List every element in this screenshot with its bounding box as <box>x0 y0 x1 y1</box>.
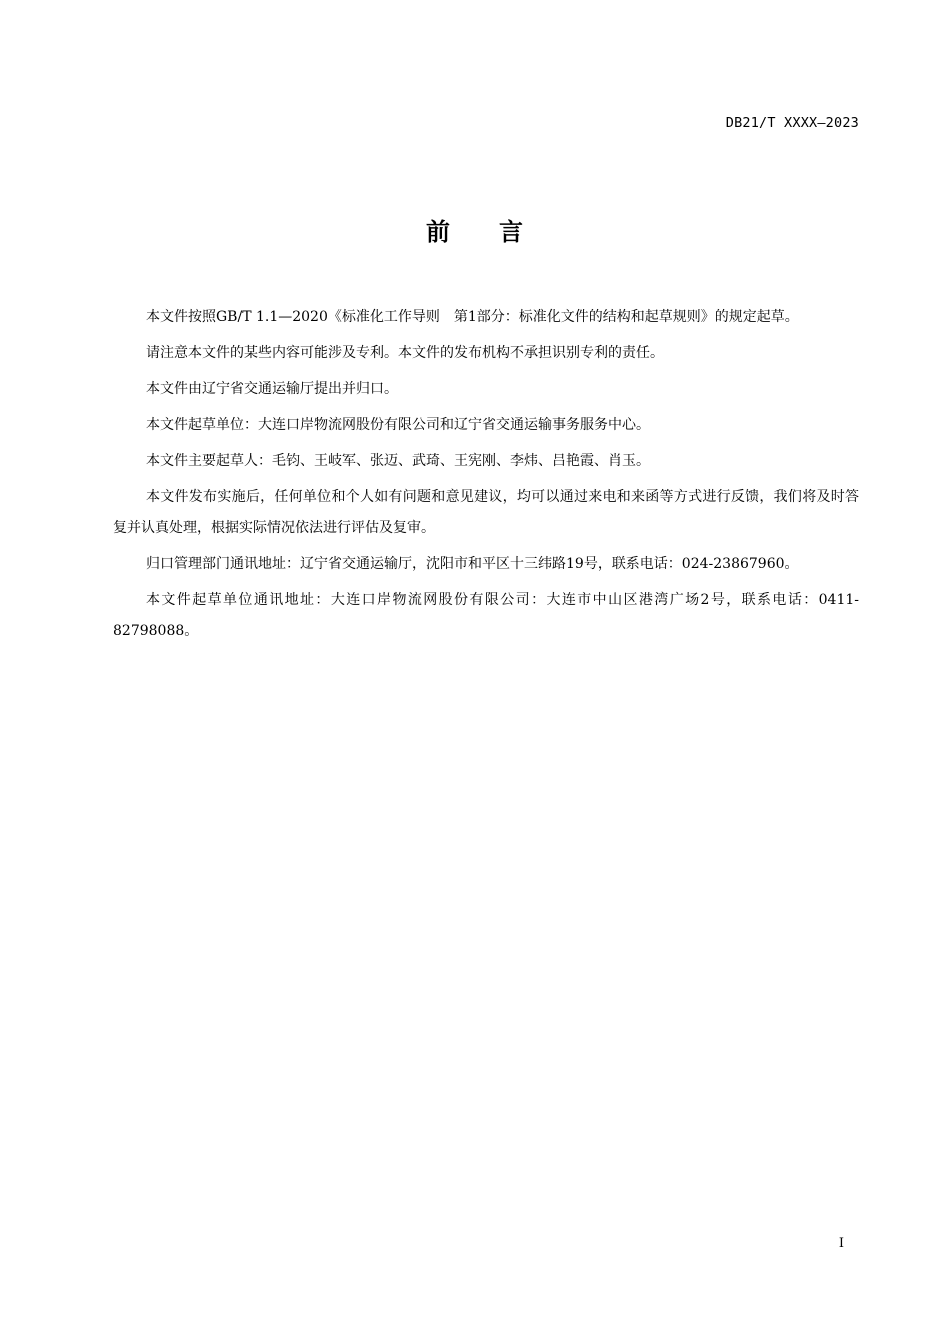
paragraph-proposer: 本文件由辽宁省交通运输厅提出并归口。 <box>146 381 398 397</box>
paragraph-drafting-unit-address: 本文件起草单位通讯地址：大连口岸物流网股份有限公司：大连市中山区港湾广场2号，联系电话：0411-82798088。 <box>113 592 859 639</box>
page-number: I <box>838 1236 844 1251</box>
page-title <box>0 212 950 247</box>
paragraph-patent-notice: 请注意本文件的某些内容可能涉及专利。本文件的发布机构不承担识别专利的责任。 <box>146 345 664 361</box>
paragraph-admin-address: 归口管理部门通讯地址：辽宁省交通运输厅，沈阳市和平区十三纬路19号，联系电话：024-23867960。 <box>146 556 799 572</box>
title-char-2: 言 <box>499 218 524 246</box>
document-code: DB21/T XXXX—2023 <box>725 115 859 131</box>
paragraph-standard-basis: 本文件按照GB/T 1.1—2020《标准化工作导则 第1部分：标准化文件的结构和起草规则》的规定起草。 <box>146 309 799 325</box>
paragraph-feedback: 本文件发布实施后，任何单位和个人如有问题和意见建议，均可以通过来电和来函等方式进行反馈，我们将及时答复并认真处理，根据实际情况依法进行评估及复审。 <box>113 489 859 536</box>
paragraph-drafting-units: 本文件起草单位：大连口岸物流网股份有限公司和辽宁省交通运输事务服务中心。 <box>146 417 650 433</box>
foreword-body <box>113 302 859 652</box>
title-char-1: 前 <box>426 218 451 246</box>
paragraph-drafters: 本文件主要起草人：毛钧、王岐军、张迈、武琦、王宪刚、李炜、吕艳霞、肖玉。 <box>146 453 650 469</box>
